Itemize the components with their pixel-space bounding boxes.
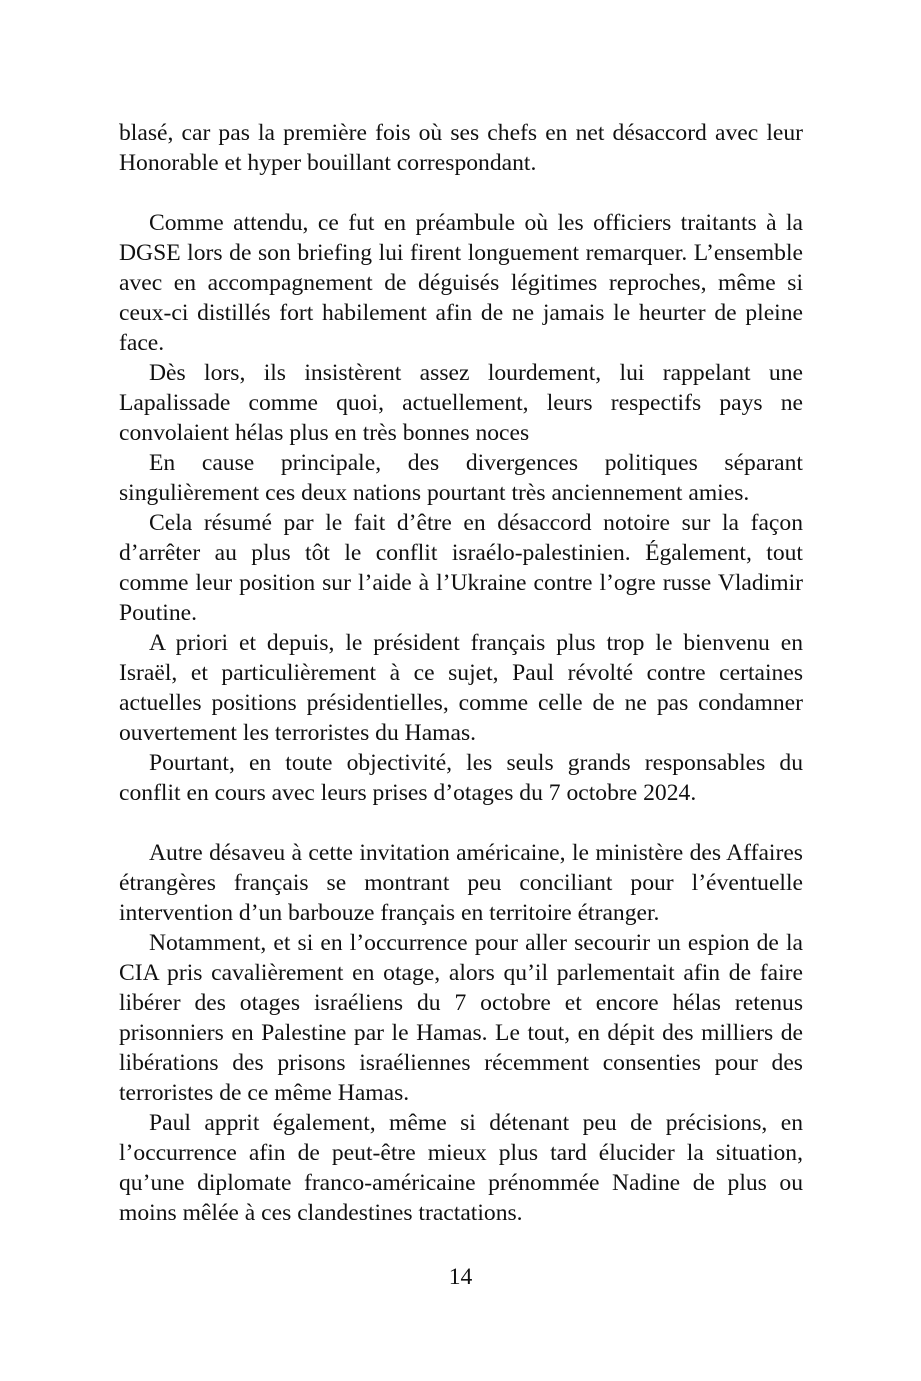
paragraph: Pourtant, en toute objectivité, les seuls grands responsables du conflit en cours avec leurs prises d’otages du 7 octobre 2024. (119, 750, 803, 806)
paragraph-continuation: blasé, car pas la première fois où ses chefs en net désaccord avec leur Honorable et hyper bouillant correspondant. (119, 120, 803, 176)
section-break (119, 178, 803, 208)
paragraph: Comme attendu, ce fut en préambule où les officiers traitants à la DGSE lors de son briefing lui firent longuement remarquer. L’ensemble avec en accompagnement de déguisés légitimes reproches, même si ceux-ci distillés fort habilement afin de ne jamais le heurter de pleine face. (119, 210, 803, 356)
paragraph: En cause principale, des divergences politiques séparant singulièrement ces deux nations pourtant très anciennement amies. (119, 450, 803, 506)
paragraph: Dès lors, ils insistèrent assez lourdement, lui rappelant une Lapalissade comme quoi, actuellement, leurs respectifs pays ne convolaient hélas plus en très bonnes noces (119, 360, 803, 446)
paragraph: A priori et depuis, le président français plus trop le bienvenu en Israël, et particulièrement à ce sujet, Paul révolté contre certaines actuelles positions présidentielles, comme celle de ne pas condamner ouvertement les terroristes du Hamas. (119, 630, 803, 746)
paragraph: Autre désaveu à cette invitation américaine, le ministère des Affaires étrangères français se montrant peu conciliant pour l’éventuelle intervention d’un barbouze français en territoire étranger. (119, 840, 803, 926)
paragraph: Paul apprit également, même si détenant peu de précisions, en l’occurrence afin de peut-être mieux plus tard élucider la situation, qu’une diplomate franco-américaine prénommée Nadine de plus ou moins mêlée à ces clandestines tractations. (119, 1110, 803, 1226)
paragraph: Notamment, et si en l’occurrence pour aller secourir un espion de la CIA pris cavalièrement en otage, alors qu’il parlementait afin de faire libérer des otages israéliens du 7 octobre et encore hélas retenus prisonniers en Palestine par le Hamas. Le tout, en dépit des milliers de libérations des prisons israéliennes récemment consenties pour des terroristes de ce même Hamas. (119, 930, 803, 1106)
page-body (119, 118, 803, 1228)
page-number: 14 (448, 1264, 473, 1290)
paragraph: Cela résumé par le fait d’être en désaccord notoire sur la façon d’arrêter au plus tôt le conflit israélo-palestinien. Également, tout comme leur position sur l’aide à l’Ukraine contre l’ogre russe Vladimir Poutine. (119, 510, 803, 626)
section-break (119, 808, 803, 838)
